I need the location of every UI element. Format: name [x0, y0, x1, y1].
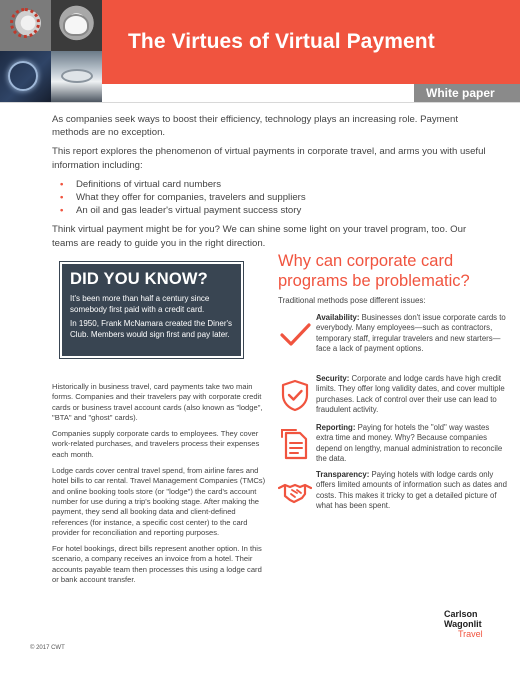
- issue-text: [316, 423, 508, 464]
- issue-description: Businesses don't issue corporate cards to everybody. Many employees—such as contractors, temporary staff, irregular travelers and new starters—face a lack of payment options.: [316, 313, 506, 353]
- section-heading: Why can corporate card programs be problematic?: [278, 252, 470, 290]
- copyright-text: © 2017 CWT: [30, 645, 65, 651]
- left-paragraph-3: Lodge cards cover central travel spend, from airline fares and hotel bills to car rental. Travel Management Companies (TMCs) and online booking tools store (or "lodge") the card's account number for use during a trip's booking stage. After making the payment, they send all booking data and client-defined references (for instance, a specific cost center) to the card provider for reconciliation and reporting purposes.: [52, 466, 266, 537]
- header-divider: [0, 102, 520, 103]
- handshake-icon: [278, 474, 312, 508]
- did-you-know-box: [60, 262, 243, 358]
- issue-label: Security:: [316, 374, 350, 383]
- left-column: [52, 382, 270, 591]
- list-item: [60, 204, 488, 217]
- did-you-know-title: DID YOU KNOW?: [70, 270, 208, 288]
- list-item-text: Definitions of virtual card numbers: [76, 178, 222, 190]
- airplane-photo: [51, 51, 102, 102]
- issue-description: Corporate and lodge cards have high credit limits. They offer long validity dates, and cover multiple purchases. Lack of control over their use can lead to fraudulent activity.: [316, 374, 505, 414]
- left-paragraph-1: Historically in business travel, card payments take two main forms. Companies and their travelers pay with corporate credit cards or business travel account cards (also known as "lodge", "BTA" and "ghost" cards).: [52, 382, 263, 422]
- logo-line-3: Travel: [458, 629, 483, 639]
- shield-icon: [278, 378, 312, 412]
- logo-line-1: Carlson: [444, 609, 478, 619]
- list-item-text: What they offer for companies, travelers and suppliers: [76, 192, 306, 204]
- document-icon: [278, 427, 312, 461]
- list-item-text: An oil and gas leader's virtual payment success story: [76, 205, 302, 217]
- issue-description: Paying hotels with lodge cards only offers limited amounts of information such as dates and costs. This makes it tricky to get a detailed picture of what has been spent.: [316, 470, 507, 510]
- intro-paragraph-1: As companies seek ways to boost their efficiency, technology plays an increasing role. Payment methods are no exception.: [52, 114, 458, 139]
- issue-availability: [278, 313, 508, 373]
- checkmark-icon: [278, 317, 312, 351]
- section-intro: Traditional methods pose different issues:: [278, 296, 426, 305]
- bullet-icon: •: [60, 192, 64, 204]
- issue-text: [316, 374, 508, 415]
- cup-photo: [51, 0, 102, 51]
- page-title: The Virtues of Virtual Payment: [128, 30, 435, 53]
- issue-label: Availability:: [316, 313, 360, 322]
- logo-line-2: Wagonlit: [444, 619, 482, 629]
- did-you-know-text-2: In 1950, Frank McNamara created the Diner's Club. Members would sign first and pay later.: [70, 319, 233, 339]
- header-photo-grid: [0, 0, 102, 102]
- finger-touch-photo: [0, 51, 51, 102]
- issue-label: Reporting:: [316, 423, 356, 432]
- intro-paragraph-2: This report explores the phenomenon of virtual payments in corporate travel, and arms you with useful information including:: [52, 146, 486, 171]
- did-you-know-text-1: It's been more than half a century since somebody first paid with a credit card.: [70, 294, 210, 314]
- title-banner: [102, 0, 520, 84]
- dotted-circle-photo: [0, 0, 51, 51]
- intro-paragraph-3: Think virtual payment might be for you? We can shine some light on your travel program, too. Our teams are ready to guide you in the right direction.: [52, 224, 467, 249]
- issue-label: Transparency:: [316, 470, 370, 479]
- document-type-tag: White paper: [414, 84, 520, 102]
- list-item: [60, 191, 488, 204]
- issue-transparency: [278, 470, 508, 530]
- issue-text: [316, 470, 508, 511]
- issue-text: [316, 313, 508, 354]
- bullet-icon: •: [60, 205, 64, 217]
- issue-description: Paying for hotels the "old" way wastes extra time and money. Why? Because companies depend on lengthy, manual administration to reconcile the data.: [316, 423, 503, 463]
- left-paragraph-2: Companies supply corporate cards to employees. They cover work-related purchases, and travelers process their expenses each month.: [52, 429, 260, 459]
- company-logo: [444, 609, 504, 639]
- bullet-icon: •: [60, 178, 64, 190]
- list-item: [60, 178, 488, 191]
- intro-section: [52, 113, 488, 256]
- intro-bullet-list: [60, 178, 488, 218]
- title-underband: [102, 84, 414, 102]
- left-paragraph-4: For hotel bookings, direct bills represent another option. In this scenario, a company receives an invoice from a hotel. Their accounts payable team then processes this using a lodge card or bank account transfer.: [52, 544, 262, 585]
